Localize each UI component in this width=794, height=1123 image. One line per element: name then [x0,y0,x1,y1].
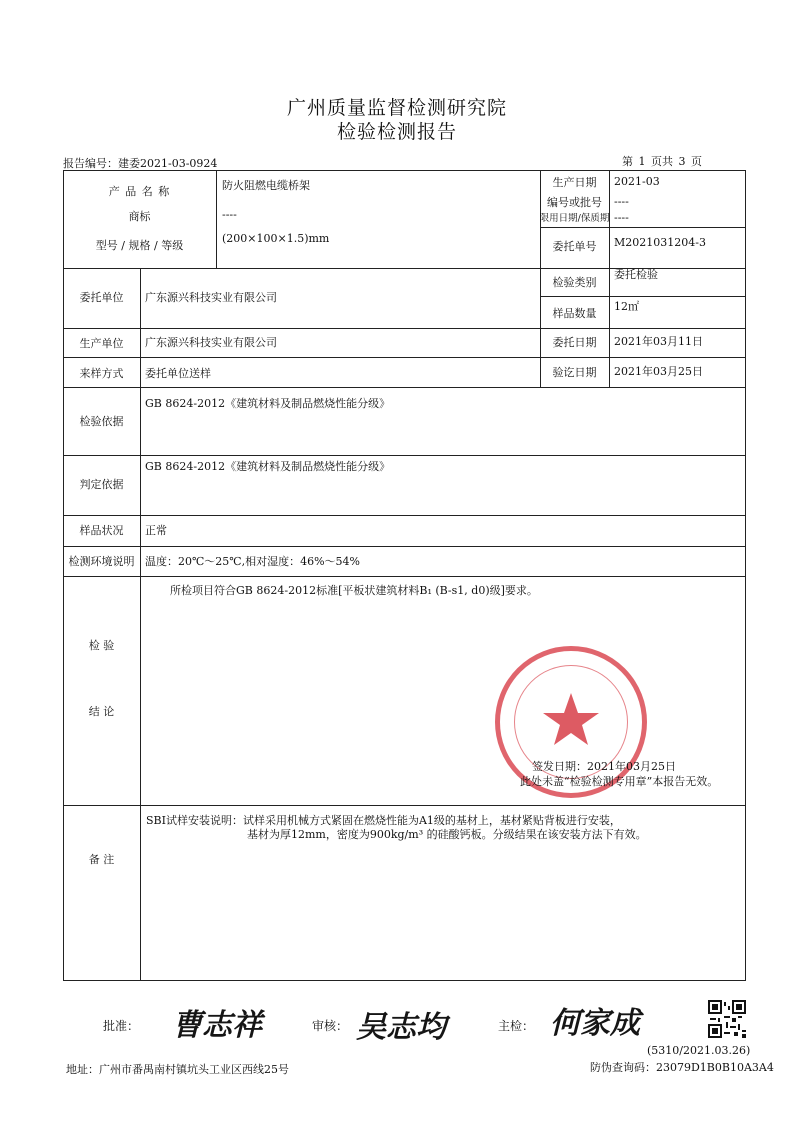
value-shelf-life: ---- [614,211,629,224]
value-sampling: 委托单位送样 [145,367,211,380]
label-client: 委托单位 [79,291,124,304]
value-judge-basis: GB 8624-2012《建筑材料及制品燃烧性能分级》 [145,460,391,473]
issue-date: 签发日期：2021年03月25日 [532,760,676,773]
value-order-date: 2021年03月11日 [614,335,703,348]
label-batch-no: 编号或批号 [547,196,602,209]
value-finish-date: 2021年03月25日 [614,365,703,378]
label-order-no: 委托单号 [552,240,597,253]
value-batch-no: ---- [614,195,629,208]
institute-name: 广州质量监督检测研究院 [286,97,507,119]
label-test-type: 检验类别 [552,276,597,289]
value-manufacturer: 广东源兴科技实业有限公司 [145,336,277,349]
label-basis: 检验依据 [79,415,124,428]
seal-note: 此处未盖“检验检测专用章”本报告无效。 [520,775,719,788]
approve-signature: 曹志祥 [172,1008,262,1043]
label-prod-date: 生产日期 [552,176,597,189]
label-conclusion-1: 检 验 [88,639,115,652]
label-order-date: 委托日期 [552,336,597,349]
remark-line-1: SBI试样安装说明：试样采用机械方式紧固在燃烧性能为A1级的基材上，基材紧贴背板进行安装， [146,814,621,827]
value-env: 温度：20℃～25℃,相对湿度：46%～54% [145,555,360,568]
label-finish-date: 验讫日期 [552,366,597,379]
label-trademark: 商标 [128,210,151,223]
qr-code-icon [708,1000,746,1038]
label-model: 型号 / 规格 / 等级 [95,239,184,252]
value-basis: GB 8624-2012《建筑材料及制品燃烧性能分级》 [145,397,391,410]
label-sampling: 来样方式 [79,367,124,380]
inspect-signature: 何家成 [550,1006,640,1041]
label-sample-status: 样品状况 [79,524,124,537]
label-shelf-life: 限用日期/保质期 [539,213,610,224]
value-conclusion: 所检项目符合GB 8624-2012标准[平板状建筑材料B₁ (B-s1, d0)级]要求。 [170,584,538,597]
label-conclusion-2: 结 论 [88,705,115,718]
value-sample-qty: 12㎡ [614,300,639,313]
label-judge-basis: 判定依据 [79,478,124,491]
report-title: 检验检测报告 [336,121,457,143]
value-model: (200×100×1.5)mm [222,232,330,245]
review-signature: 吴志均 [356,1010,446,1045]
value-product-name: 防火阻燃电缆桥架 [222,179,310,192]
label-product-name: 产 品 名 称 [108,185,171,198]
value-order-no: M2021031204-3 [614,236,706,249]
remark-line-2: 基材为厚12mm，密度为900kg/m³ 的硅酸钙板。分级结果在该安装方法下有效。 [247,828,647,841]
value-test-type: 委托检验 [614,268,658,281]
label-sample-qty: 样品数量 [552,307,597,320]
code-date: (5310/2021.03.26) [647,1044,751,1057]
label-env: 检测环境说明 [68,555,135,568]
inspect-label: 主检： [498,1019,535,1033]
anti-fake-code: 防伪查询码：23079D1B0B10A3A4 [590,1061,774,1074]
review-label: 审核： [312,1019,349,1033]
label-manufacturer: 生产单位 [79,337,124,350]
label-remark: 备 注 [88,853,115,866]
page-info: 第 1 页共 3 页 [622,155,702,168]
address: 地址：广州市番禺南村镇坑头工业区西线25号 [66,1063,289,1076]
value-sample-status: 正常 [145,524,167,537]
report-number: 报告编号：建委2021-03-0924 [63,157,218,170]
value-trademark: ---- [222,208,237,221]
approve-label: 批准： [103,1019,140,1033]
value-client: 广东源兴科技实业有限公司 [145,291,277,304]
value-prod-date: 2021-03 [614,175,660,188]
